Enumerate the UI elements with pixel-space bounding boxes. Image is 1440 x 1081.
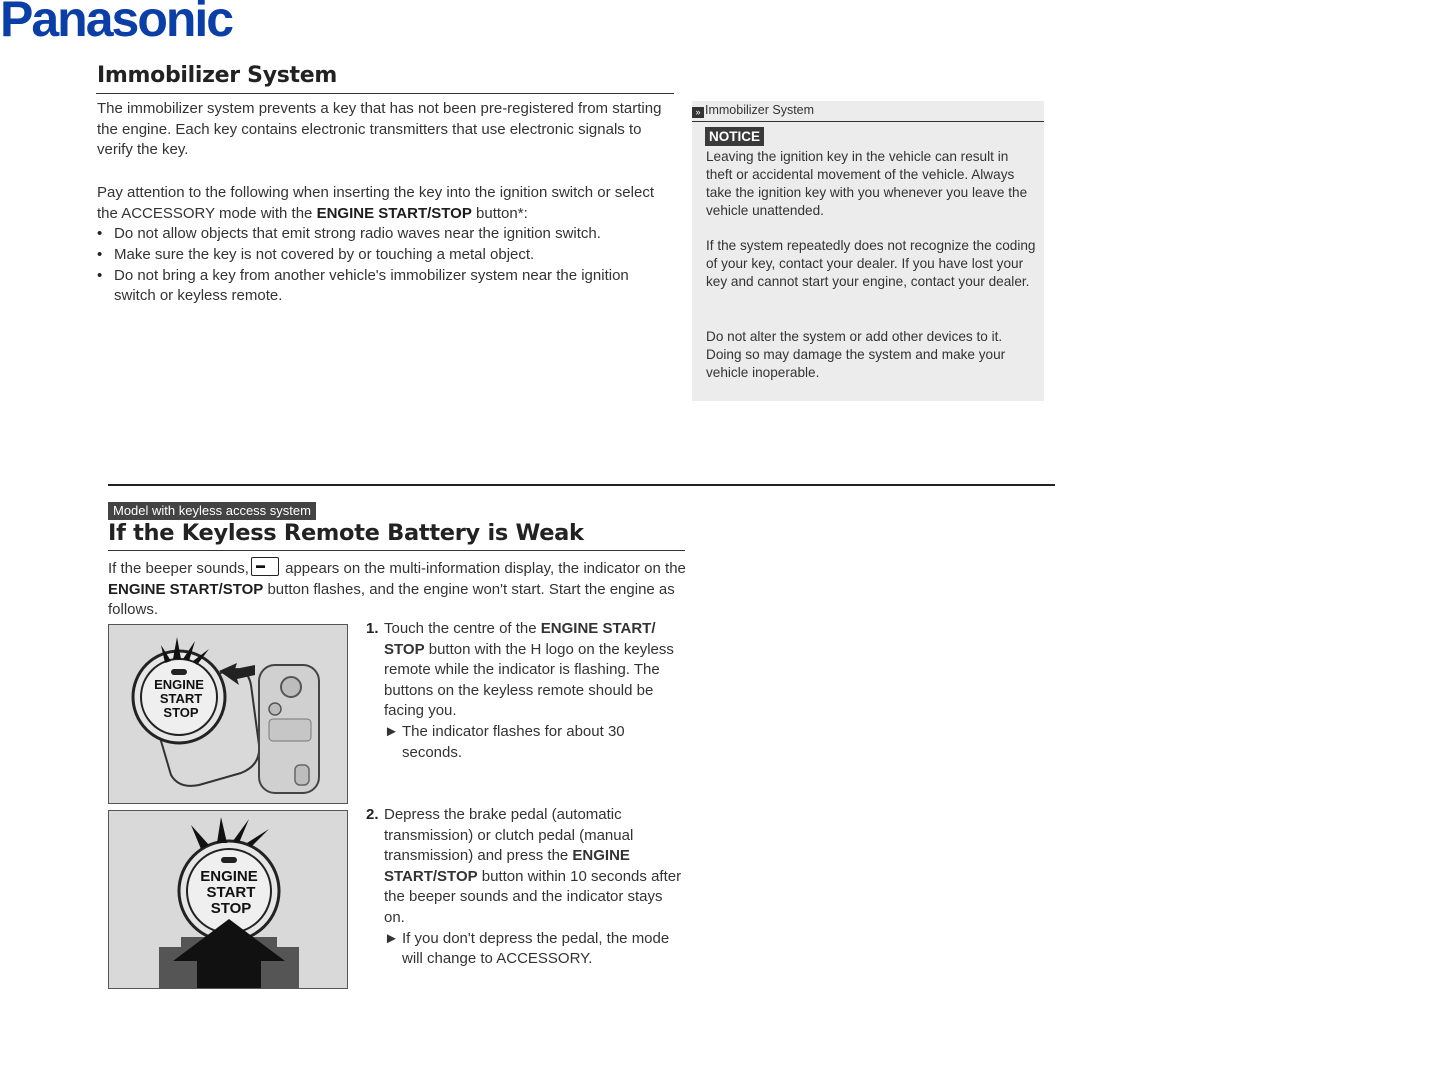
step-result	[366, 722, 684, 763]
model-badge: Model with keyless access system	[108, 502, 316, 520]
step-text	[366, 619, 684, 722]
button-label-line3: STOP	[163, 705, 199, 720]
button-label-line1: ENGINE	[154, 677, 204, 692]
notice-badge: NOTICE	[705, 127, 764, 146]
step-2	[366, 805, 684, 970]
alteration-note: Do not alter the system or add other devices to it. Doing so may damage the system and make your vehicle inoperable.	[706, 329, 1006, 380]
attention-suffix: button*:	[471, 204, 528, 222]
keyless-title-rule	[108, 550, 685, 551]
button-label-line2: START	[206, 884, 256, 901]
step-text-a: Depress the brake pedal (automatic transmission) or clutch pedal (manual transmission) and press the	[384, 806, 634, 865]
keyless-intro-c: button flashes, and the engine won't start. Start the engine as follows.	[108, 580, 675, 619]
engine-start-stop-label: ENGINE START/STOP	[384, 847, 630, 885]
step-result	[366, 929, 684, 970]
step-text-b: button with the H logo on the keyless remote while the indicator is flashing. The buttons on the keyless remote should be facing you.	[384, 640, 674, 720]
engine-start-stop-label: ENGINE START/STOP	[316, 204, 472, 222]
touch-button-with-remote-image	[109, 625, 347, 803]
button-label-line1: ENGINE	[200, 868, 258, 885]
attention-paragraph	[97, 183, 672, 224]
keyless-title: If the Keyless Remote Battery is Weak	[108, 520, 584, 546]
attention-prefix: Pay attention to the following when inserting the key into the ignition switch or select the ACCESSORY mode with the	[97, 184, 654, 222]
step-number: 1.	[366, 620, 379, 637]
result-arrow-icon: ►	[384, 722, 399, 740]
step-1	[366, 619, 684, 763]
step-text-b: button within 10 seconds after the beeper sounds and the indicator stays on.	[384, 867, 682, 926]
list-item: • Do not allow objects that emit strong radio waves near the ignition switch.	[96, 224, 671, 245]
list-item: • Make sure the key is not covered by or touching a metal object.	[96, 245, 671, 266]
keyless-intro	[108, 557, 688, 621]
notice-text: Leaving the ignition key in the vehicle can result in theft or accidental movement of the vehicle. Always take the ignition key with you whenever you leave the vehicle unattended.	[706, 149, 1028, 218]
panasonic-logo: Panasonic	[0, 0, 233, 47]
button-label-line2: START	[159, 691, 203, 706]
result-arrow-icon: ►	[384, 929, 399, 947]
step-result-text: The indicator flashes for about 30 seconds.	[402, 722, 625, 761]
step-text	[366, 805, 684, 929]
precaution-list	[96, 224, 671, 307]
press-button-image	[109, 811, 347, 988]
immobilizer-intro: The immobilizer system prevents a key that has not been pre-registered from starting the engine. Each key contains electronic transmitters that use electronic signals to verify the key.	[97, 100, 662, 159]
double-chevron-icon: »	[692, 107, 704, 118]
sidebar-notes	[692, 101, 1044, 401]
button-label-line3: STOP	[210, 900, 252, 917]
immobilizer-title: Immobilizer System	[97, 63, 337, 88]
key-battery-warning-icon: ▬	[251, 557, 279, 576]
engine-start-stop-label: ENGINE START/STOP	[108, 580, 264, 598]
sidebar-header-label: Immobilizer System	[705, 103, 815, 117]
engine-start-stop-label: ENGINE START/ STOP	[384, 620, 656, 658]
step1-illustration	[108, 624, 348, 804]
list-item: • Do not bring a key from another vehicle's immobilizer system near the ignition switch or keyless remote.	[96, 266, 671, 308]
section-divider	[108, 484, 1055, 486]
step2-illustration	[108, 810, 348, 989]
dealer-note: If the system repeatedly does not recognize the coding of your key, contact your dealer. If you have lost your key and cannot start your engine, contact your dealer.	[706, 238, 1036, 289]
step-text-a: Touch the centre of the	[384, 620, 541, 637]
title-rule	[96, 93, 674, 94]
step-number: 2.	[366, 806, 379, 823]
keyless-intro-b: appears on the multi-information display, the indicator on the	[280, 560, 686, 577]
keyless-intro-a: If the beeper sounds,	[108, 560, 249, 577]
sidebar-header	[692, 101, 1044, 122]
step-result-text: If you don't depress the pedal, the mode will change to ACCESSORY.	[402, 929, 670, 968]
